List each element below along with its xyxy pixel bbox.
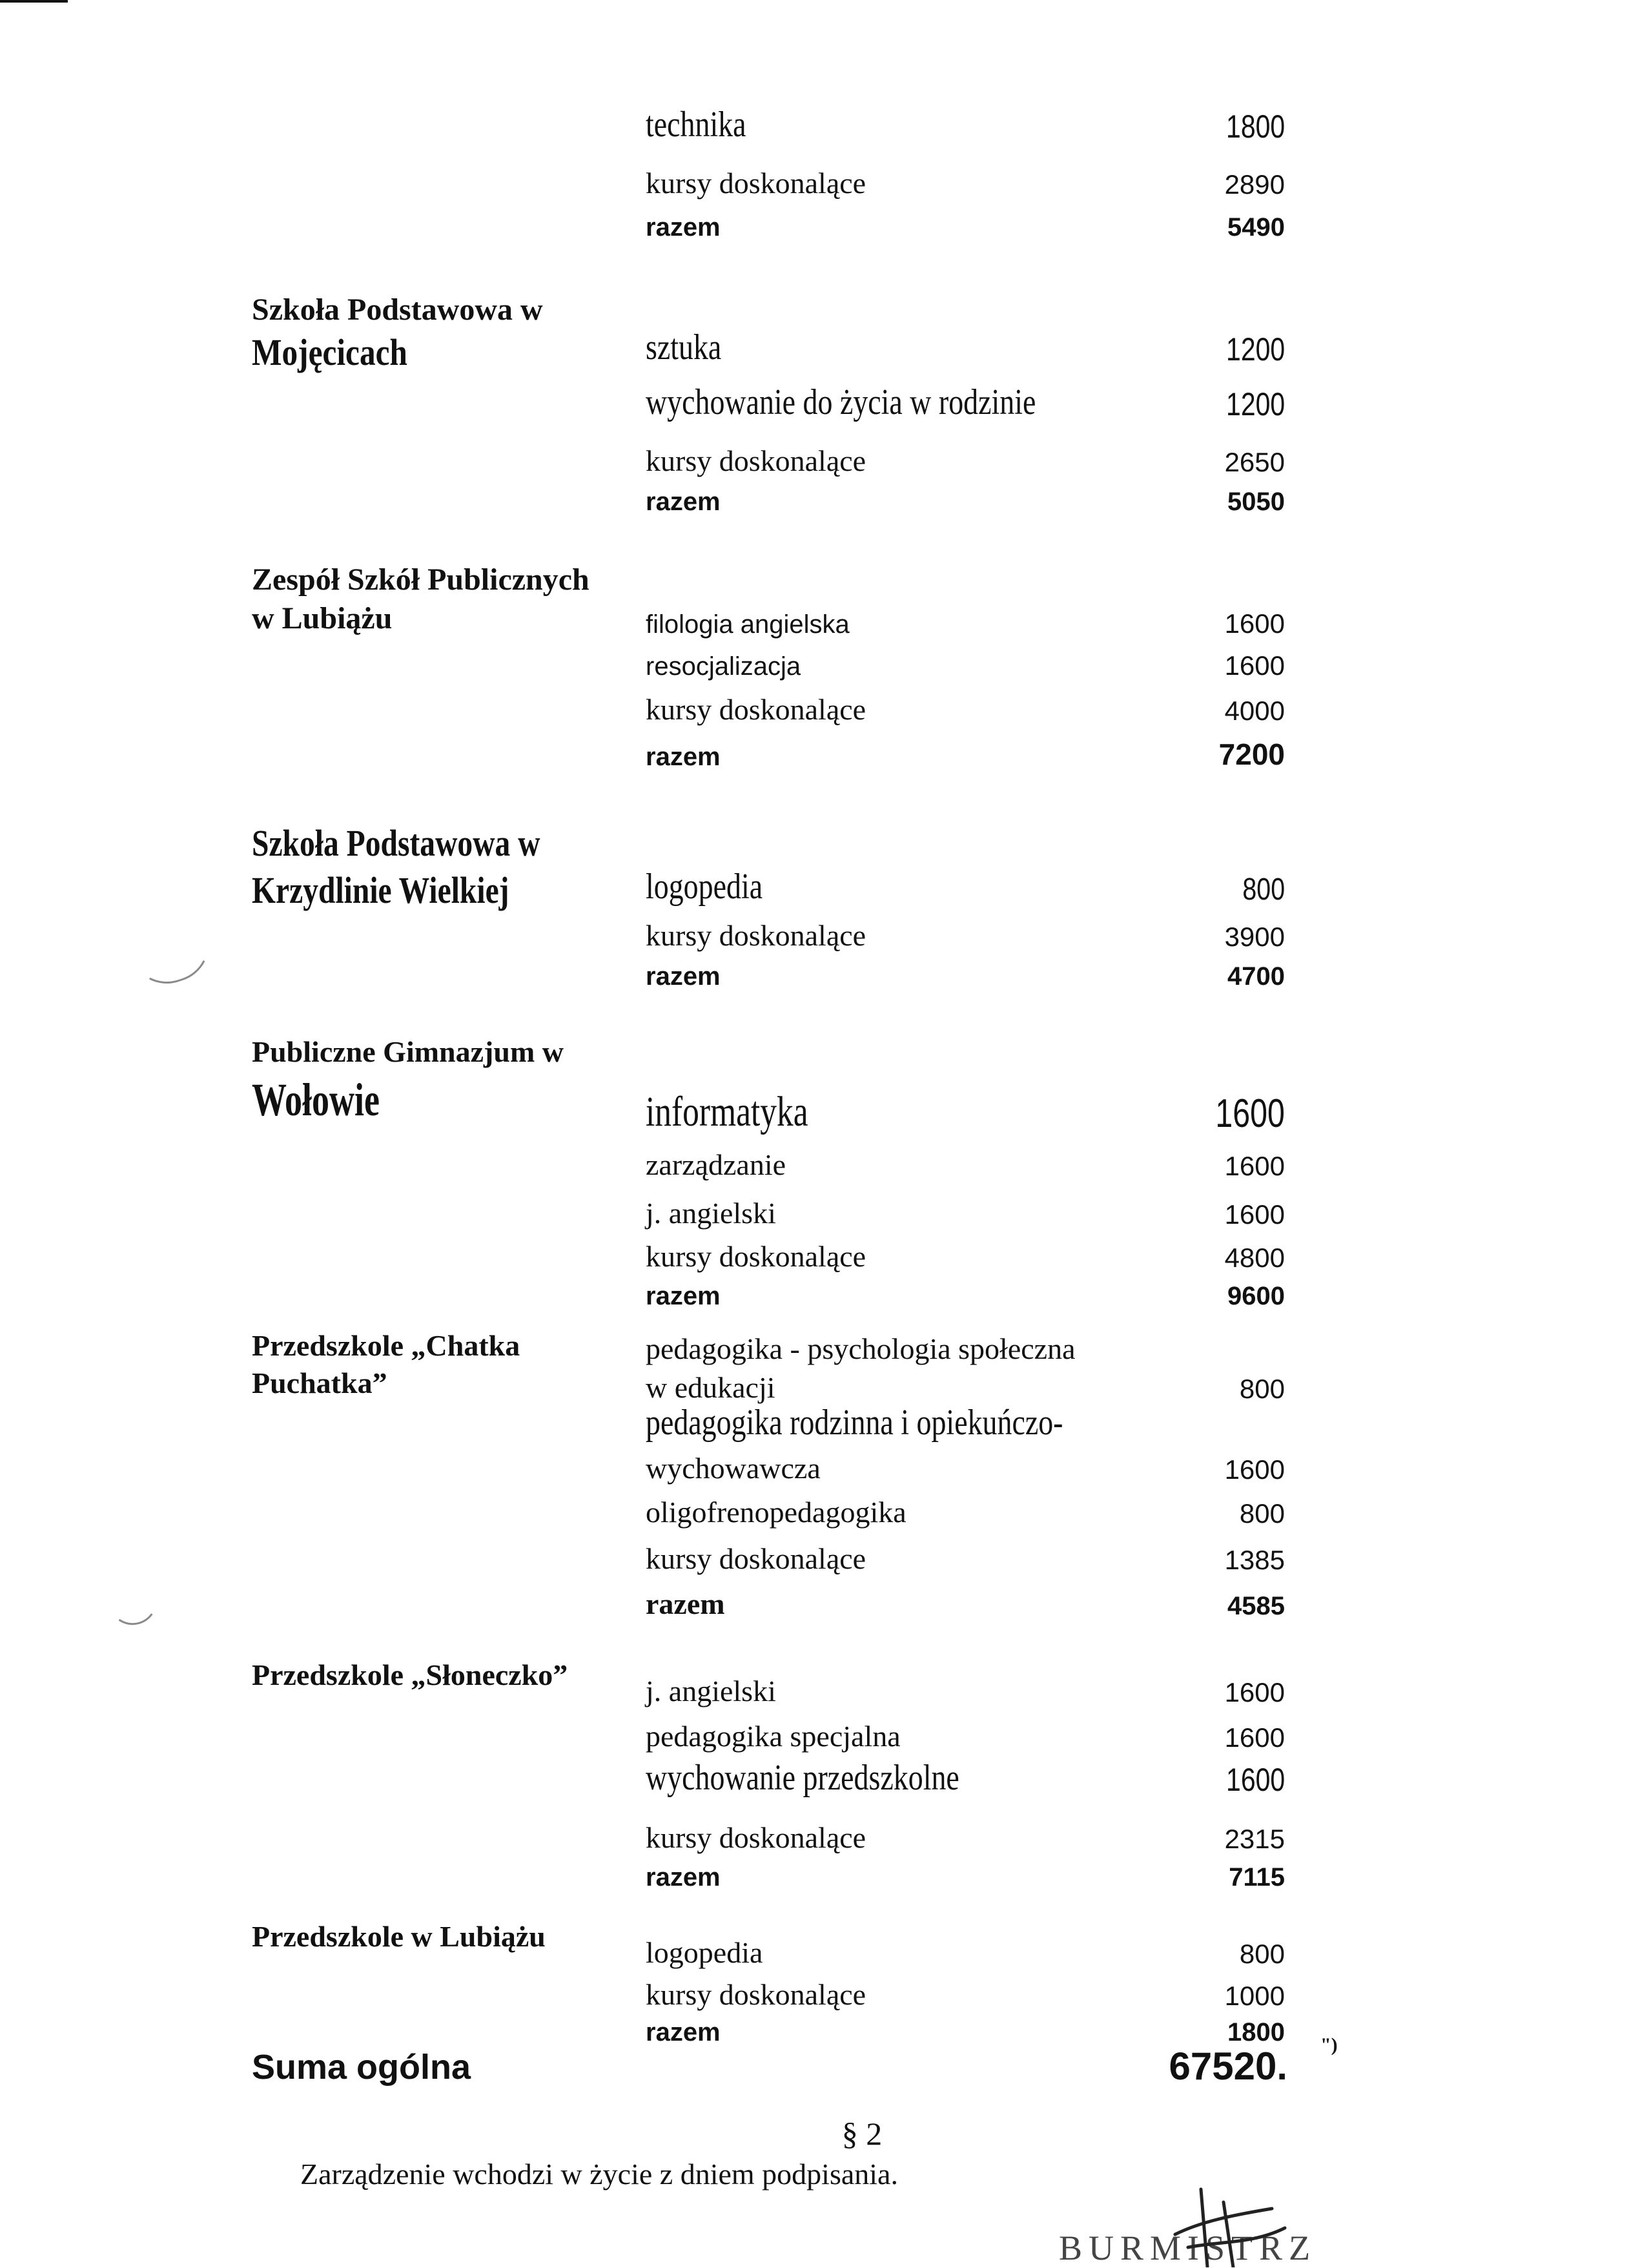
total-value: 5050 (1227, 488, 1285, 516)
item-name: kursy doskonalące (646, 1978, 866, 2011)
item-name: informatyka (646, 1088, 808, 1135)
scan-artifact-arc (127, 922, 219, 993)
item-value: 1600 (1225, 1762, 1285, 1798)
item-value: 1000 (1224, 1981, 1285, 2011)
item-value: 800 (1239, 1498, 1285, 1529)
item-value: 1600 (1224, 1151, 1285, 1181)
item-row (646, 161, 1285, 200)
total-label: razem (646, 743, 721, 771)
school-name (252, 561, 613, 638)
item-value: 1600 (1224, 650, 1285, 681)
total-row (646, 203, 1285, 242)
item-row (646, 1191, 1285, 1230)
item-value: 1600 (1224, 1199, 1285, 1230)
official-stamp: BURMISTRZ (1059, 2229, 1317, 2267)
total-label: razem (646, 2018, 721, 2046)
item-row (646, 914, 1285, 953)
total-row (646, 478, 1285, 517)
total-label: razem (646, 1587, 725, 1620)
school-name-line2: Krzydlinie Wielkiej (252, 869, 509, 911)
school-name-line2: Mojęcicach (252, 331, 407, 373)
item-row (646, 1760, 1285, 1799)
school-name-line1: Szkoła Podstawowa w (252, 293, 543, 327)
total-label: razem (646, 962, 721, 991)
item-row (646, 601, 1285, 639)
total-label: razem (646, 213, 721, 242)
item-value: 4000 (1224, 696, 1285, 726)
school-name (252, 1918, 613, 1955)
item-name: pedagogika rodzinna i opiekuńczo- (646, 1403, 1063, 1443)
section-text: Zarządzenie wchodzi w życie z dniem podpisania. (300, 2158, 898, 2191)
school-name (252, 291, 613, 376)
item-row (646, 1931, 1285, 1970)
school-name (252, 1656, 613, 1694)
item-value: 1800 (1225, 108, 1285, 145)
school-name-line1: Przedszkole „Słoneczko” (252, 1658, 568, 1691)
total-label: razem (646, 488, 721, 516)
total-row (646, 1853, 1285, 1892)
item-row (646, 1715, 1285, 1753)
item-name: kursy doskonalące (646, 167, 866, 200)
school-name-line2: Wołowie (252, 1073, 380, 1126)
item-name: j. angielski (646, 1675, 776, 1707)
item-row (646, 1327, 1285, 1366)
item-name: logopedia (646, 867, 763, 907)
item-row (646, 869, 1285, 907)
item-row (646, 1143, 1285, 1182)
total-value: 7115 (1229, 1863, 1285, 1892)
total-row (646, 2008, 1285, 2047)
school-name-line1: Przedszkole w Lubiążu (252, 1920, 546, 1953)
item-row (646, 1669, 1285, 1708)
item-value: 800 (1239, 1939, 1285, 1969)
item-name: wychowanie przedszkolne (646, 1758, 959, 1798)
total-row (646, 1272, 1285, 1311)
item-name: kursy doskonalące (646, 1821, 866, 1854)
item-row (646, 1405, 1285, 1443)
total-value: 9600 (1227, 1282, 1285, 1310)
item-name: zarządzanie (646, 1148, 786, 1181)
item-value: 1385 (1224, 1545, 1285, 1575)
item-row (646, 1235, 1285, 1273)
item-row (646, 688, 1285, 727)
item-name: oligofrenopedagogika (646, 1496, 906, 1529)
item-value: 4800 (1224, 1242, 1285, 1273)
item-name: kursy doskonalące (646, 444, 866, 477)
school-name-line2: Puchatka” (252, 1366, 387, 1399)
item-value: 1600 (1224, 608, 1285, 639)
item-name: w edukacji (646, 1371, 775, 1404)
item-name: kursy doskonalące (646, 693, 866, 726)
item-row (646, 643, 1285, 681)
item-name: pedagogika - psychologia społeczna (646, 1332, 1076, 1365)
item-name: kursy doskonalące (646, 919, 866, 952)
item-name: filologia angielska (646, 610, 850, 639)
school-name (252, 1327, 613, 1401)
total-value: 7200 (1218, 737, 1285, 771)
total-value: 1800 (1227, 2018, 1285, 2046)
item-name: pedagogika specjalna (646, 1720, 901, 1753)
item-value: 1600 (1224, 1454, 1285, 1485)
school-name-line2: w Lubiążu (252, 601, 393, 635)
item-value: 2650 (1224, 447, 1285, 477)
item-name: resocjalizacja (646, 652, 801, 681)
item-row (646, 439, 1285, 478)
item-value: 800 (1242, 872, 1285, 907)
total-value: 4585 (1227, 1592, 1285, 1620)
item-value: 3900 (1224, 922, 1285, 952)
item-row (646, 1490, 1285, 1529)
total-row (646, 953, 1285, 991)
item-name: wychowanie do życia w rodzinie (646, 382, 1036, 422)
school-name-line1: Szkoła Podstawowa w (252, 822, 540, 864)
school-name (252, 1033, 613, 1129)
item-value: 2890 (1224, 169, 1285, 200)
item-value: 800 (1239, 1374, 1285, 1404)
total-label: razem (646, 1282, 721, 1310)
item-value: 2315 (1224, 1824, 1285, 1854)
scan-artifact-arc (108, 1591, 161, 1629)
school-name (252, 820, 548, 914)
item-row (646, 1366, 1285, 1405)
item-value: 1600 (1215, 1091, 1285, 1136)
item-row (646, 384, 1285, 423)
grand-total-label: Suma ogólna (252, 2048, 471, 2087)
item-row (646, 1085, 1285, 1137)
section-number: § 2 (841, 2116, 883, 2152)
item-name: kursy doskonalące (646, 1542, 866, 1575)
signature-icon (1162, 2183, 1291, 2267)
item-row (646, 1816, 1285, 1855)
item-row (646, 1447, 1285, 1485)
total-row (646, 733, 1285, 772)
total-value: 4700 (1227, 962, 1285, 991)
item-value: 1200 (1225, 331, 1285, 367)
item-row (646, 329, 1285, 368)
item-value: 1600 (1224, 1677, 1285, 1707)
item-value: 1200 (1225, 386, 1285, 422)
grand-total-value: 67520. (1169, 2045, 1287, 2088)
total-row (646, 1582, 1285, 1621)
school-name-line1: Przedszkole „Chatka (252, 1329, 520, 1362)
item-name: sztuka (646, 327, 722, 367)
item-row (646, 1973, 1285, 2012)
item-row (646, 1537, 1285, 1576)
item-name: kursy doskonalące (646, 1240, 866, 1273)
margin-mark: ") (1320, 2034, 1338, 2056)
total-label: razem (646, 1863, 721, 1892)
item-name: wychowawcza (646, 1452, 821, 1485)
school-name-line1: Zespół Szkół Publicznych (252, 562, 589, 597)
scan-corner-mark (0, 0, 68, 3)
item-name: logopedia (646, 1936, 763, 1969)
item-value: 1600 (1224, 1722, 1285, 1753)
school-name-line1: Publiczne Gimnazjum w (252, 1035, 564, 1068)
total-value: 5490 (1227, 213, 1285, 242)
item-name: technika (646, 105, 746, 145)
item-name: j. angielski (646, 1197, 776, 1230)
item-row (646, 107, 1285, 145)
